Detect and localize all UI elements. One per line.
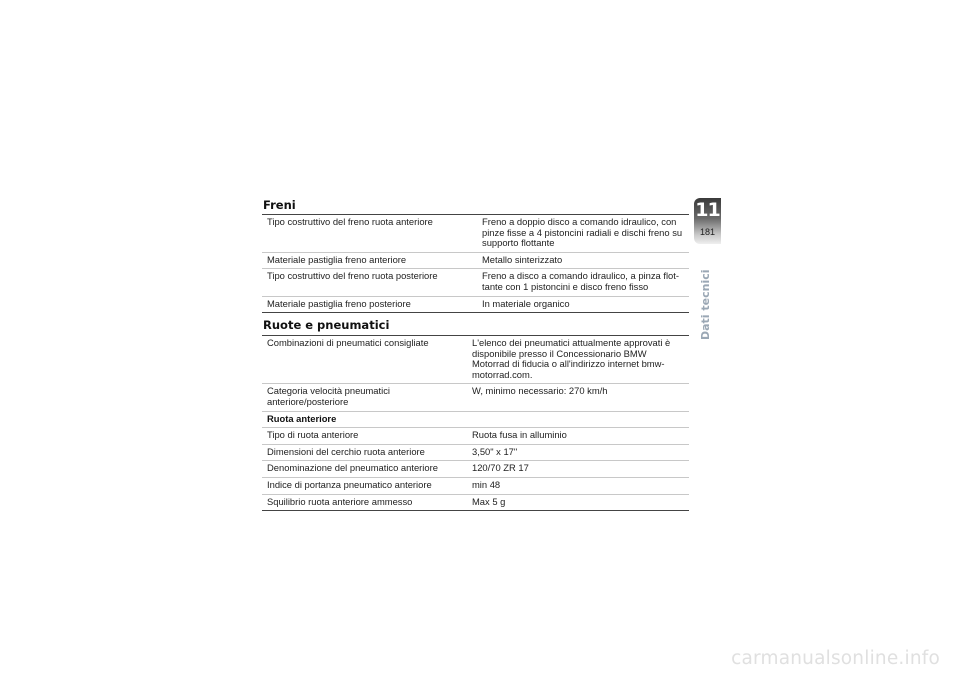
chapter-number: 11: [695, 199, 720, 221]
spec-label: Materiale pastiglia freno posteriore: [262, 296, 477, 313]
table-row: [262, 477, 689, 494]
spec-label: Categoria velocità pneumatici anteriore/posteriore: [262, 384, 467, 411]
spec-value: 120/70 ZR 17: [467, 461, 689, 478]
spec-value: Max 5 g: [467, 494, 689, 511]
spec-value: Freno a doppio disco a comando idraulico, con pinze fisse a 4 pistoncini radiali e dischi freno su supporto flottante: [477, 215, 689, 253]
table-row: [262, 269, 689, 296]
section-title-freni: Freni: [263, 198, 296, 212]
spec-label: Squilibrio ruota anteriore ammesso: [262, 494, 467, 511]
chapter-side-title: Dati tecnici: [699, 269, 712, 340]
spec-value: 3,50" x 17": [467, 444, 689, 461]
table-row: [262, 461, 689, 478]
spec-value: Ruota fusa in alluminio: [467, 428, 689, 445]
front-wheel-subheading: Ruota anteriore: [262, 411, 689, 428]
spec-label: Materiale pastiglia freno anteriore: [262, 252, 477, 269]
section-title-ruote: Ruote e pneumatici: [263, 318, 390, 332]
table-row: [262, 296, 689, 313]
watermark: carmanualsonline.info: [731, 648, 940, 669]
spec-value: Metallo sinterizzato: [477, 252, 689, 269]
spec-value: min 48: [467, 477, 689, 494]
wheels-spec-table: [262, 335, 689, 511]
table-row: [262, 384, 689, 411]
spec-label: Tipo costruttivo del freno ruota posteriore: [262, 269, 477, 296]
table-row: [262, 428, 689, 445]
table-subheading-row: [262, 411, 689, 428]
spec-value: L'elenco dei pneumatici attualmente approvati è disponibile presso il Concessionario BMW Motorrad di fiducia o all'indirizzo internet bmw-motorrad.com.: [467, 336, 689, 384]
table-row: [262, 252, 689, 269]
page-number: 181: [699, 227, 716, 237]
table-row: [262, 215, 689, 253]
spec-value: Freno a disco a comando idraulico, a pinza flot-tante con 1 pistoncini e disco freno fisso: [477, 269, 689, 296]
table-row: [262, 494, 689, 511]
spec-value: In materiale organico: [477, 296, 689, 313]
table-row: [262, 444, 689, 461]
spec-label: Combinazioni di pneumatici consigliate: [262, 336, 467, 384]
spec-value: W, minimo necessario: 270 km/h: [467, 384, 689, 411]
spec-label: Indice di portanza pneumatico anteriore: [262, 477, 467, 494]
spec-label: Dimensioni del cerchio ruota anteriore: [262, 444, 467, 461]
table-row: [262, 336, 689, 384]
spec-label: Denominazione del pneumatico anteriore: [262, 461, 467, 478]
brakes-spec-table: [262, 214, 689, 313]
spec-label: Tipo di ruota anteriore: [262, 428, 467, 445]
spec-label: Tipo costruttivo del freno ruota anteriore: [262, 215, 477, 253]
